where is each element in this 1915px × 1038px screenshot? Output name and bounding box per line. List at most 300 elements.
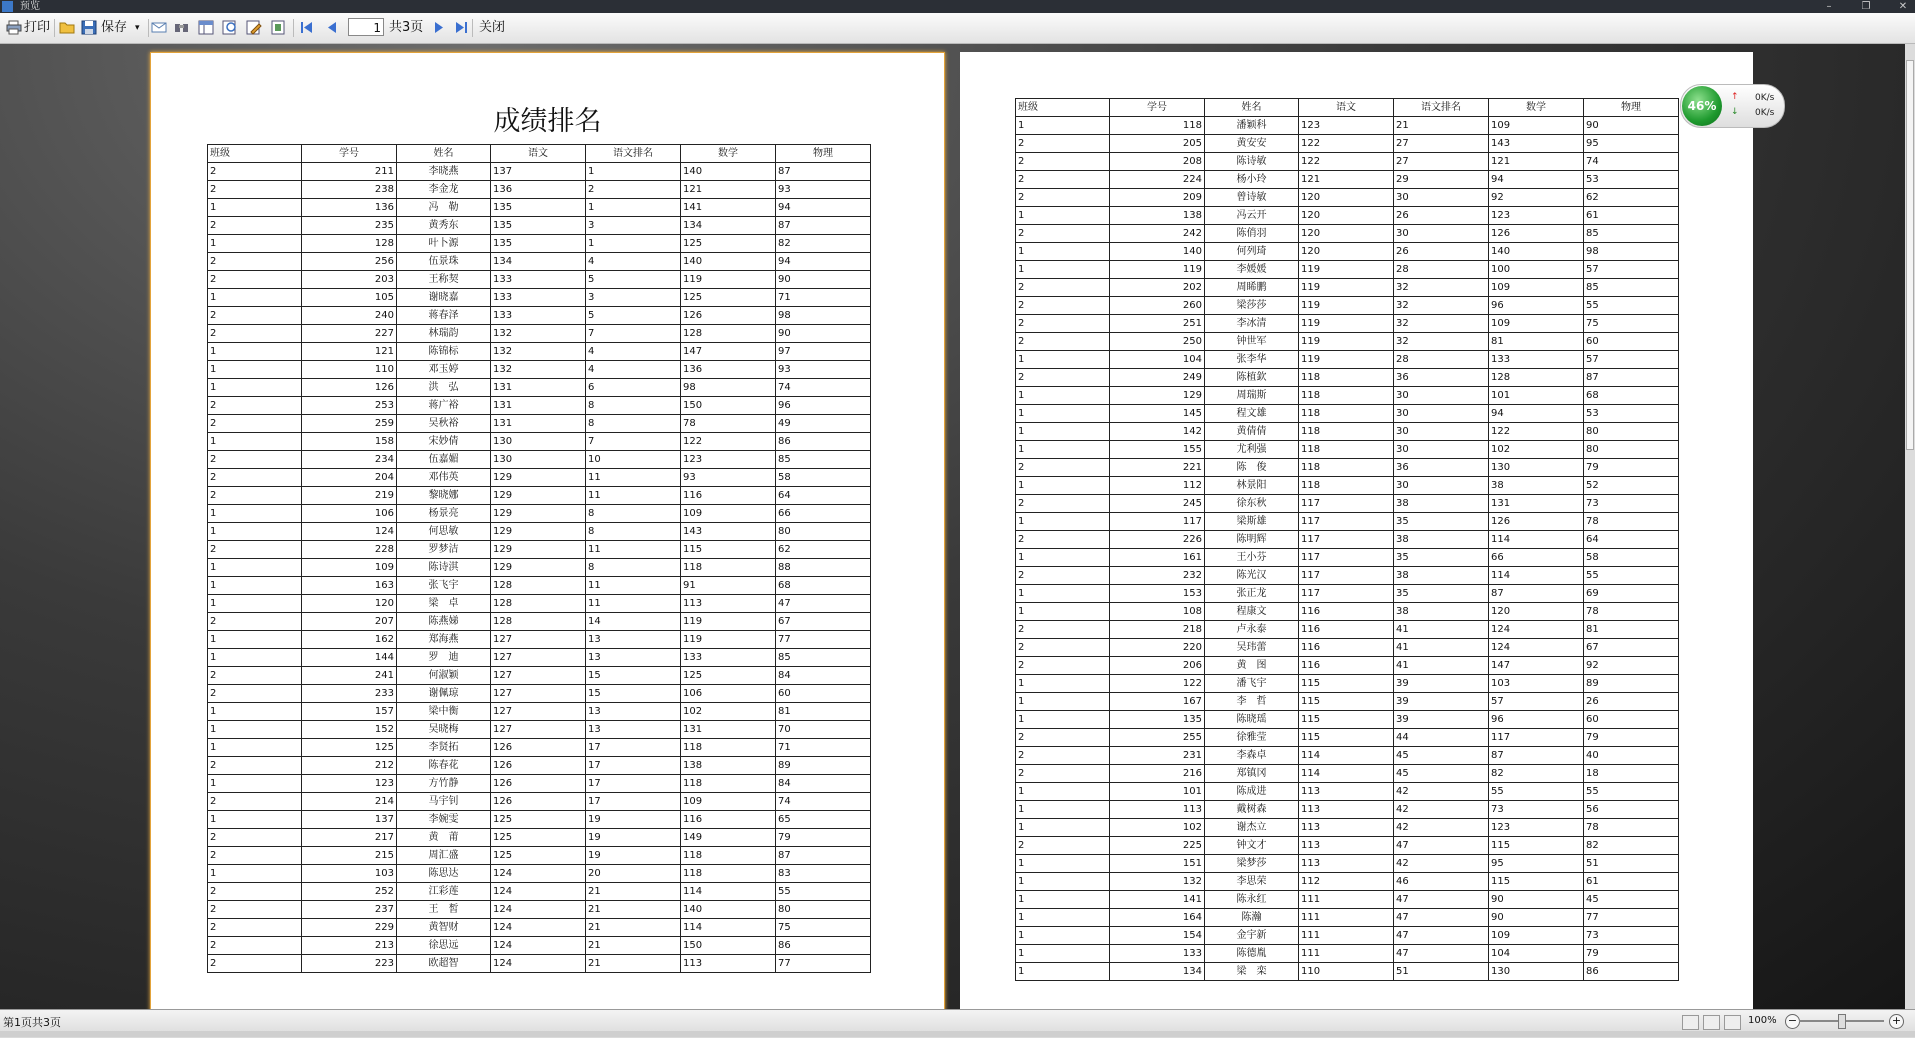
cell-chinese: 120 (1299, 189, 1394, 207)
cell-student-id: 118 (1110, 117, 1205, 135)
cell-name: 江彩莲 (397, 883, 491, 901)
find-icon[interactable] (174, 20, 189, 34)
minimize-button[interactable]: – (1826, 1, 1832, 12)
cell-name: 杨景亮 (397, 505, 491, 523)
export-icon[interactable] (270, 20, 285, 34)
cell-name: 郑海燕 (397, 631, 491, 649)
cell-chinese: 110 (1299, 963, 1394, 981)
cell-name: 何淑颖 (397, 667, 491, 685)
cell-student-id: 106 (302, 505, 397, 523)
cell-class: 2 (208, 613, 302, 631)
cell-student-id: 158 (302, 433, 397, 451)
cell-physics: 74 (1584, 153, 1679, 171)
cell-math: 115 (1489, 837, 1584, 855)
cell-chinese: 118 (1299, 459, 1394, 477)
table-row (1016, 477, 1679, 495)
report-title: 成绩排名 (493, 106, 602, 137)
cell-chinese: 130 (491, 451, 586, 469)
cell-student-id: 245 (1110, 495, 1205, 513)
cell-class: 2 (208, 883, 302, 901)
cell-physics: 45 (1584, 891, 1679, 909)
table-header-row (208, 145, 871, 163)
cell-chinese: 121 (1299, 171, 1394, 189)
cell-student-id: 103 (302, 865, 397, 883)
cell-physics: 56 (1584, 801, 1679, 819)
cell-math: 109 (681, 793, 776, 811)
cell-chinese-rank: 1 (586, 163, 681, 181)
save-button[interactable]: 保存 (101, 20, 128, 35)
cell-student-id: 242 (1110, 225, 1205, 243)
cell-class: 1 (1016, 909, 1110, 927)
cell-chinese-rank: 41 (1394, 657, 1489, 675)
cell-chinese: 126 (491, 775, 586, 793)
cell-math: 90 (1489, 891, 1584, 909)
cell-physics: 87 (776, 847, 871, 865)
report-page-1 (150, 52, 945, 1009)
cell-student-id: 223 (302, 955, 397, 973)
cell-chinese-rank: 39 (1394, 693, 1489, 711)
cell-physics: 65 (776, 811, 871, 829)
cell-chinese: 113 (1299, 801, 1394, 819)
cell-student-id: 206 (1110, 657, 1205, 675)
cell-class: 2 (1016, 729, 1110, 747)
cell-math: 66 (1489, 549, 1584, 567)
cell-physics: 87 (776, 217, 871, 235)
close-window-button[interactable]: ✕ (1898, 1, 1908, 12)
vertical-scrollbar-thumb[interactable] (1906, 60, 1914, 450)
cell-class: 2 (208, 919, 302, 937)
table-row (208, 379, 871, 397)
col-header-chinese-rank: 语文排名 (586, 145, 681, 163)
last-page-icon[interactable] (454, 21, 469, 35)
taskbar-strip (0, 1031, 1915, 1037)
cell-physics: 82 (776, 235, 871, 253)
zoom-in-icon[interactable]: + (1889, 1014, 1904, 1029)
multi-page-view-icon[interactable] (1724, 1015, 1741, 1030)
cell-chinese: 127 (491, 649, 586, 667)
toolbar (0, 13, 1915, 44)
cell-chinese-rank: 45 (1394, 747, 1489, 765)
cell-class: 2 (208, 181, 302, 199)
cell-student-id: 252 (302, 883, 397, 901)
cell-math: 106 (681, 685, 776, 703)
cell-chinese-rank: 8 (586, 523, 681, 541)
table-row (1016, 711, 1679, 729)
cell-chinese-rank: 32 (1394, 279, 1489, 297)
score-table-page-2 (1015, 98, 1679, 981)
cell-student-id: 259 (302, 415, 397, 433)
cell-student-id: 133 (1110, 945, 1205, 963)
cell-student-id: 260 (1110, 297, 1205, 315)
cell-student-id: 231 (1110, 747, 1205, 765)
cell-chinese: 128 (491, 595, 586, 613)
cell-chinese: 115 (1299, 729, 1394, 747)
cell-class: 2 (208, 397, 302, 415)
cell-student-id: 123 (302, 775, 397, 793)
cell-chinese-rank: 28 (1394, 351, 1489, 369)
zoom-level: 100% (1748, 1015, 1777, 1026)
single-page-view-icon[interactable] (1682, 1015, 1699, 1030)
table-row (1016, 927, 1679, 945)
table-row (208, 523, 871, 541)
cell-physics: 86 (776, 937, 871, 955)
open-folder-icon[interactable] (59, 20, 74, 34)
total-pages-label: 共3页 (389, 20, 424, 35)
cell-student-id: 203 (302, 271, 397, 289)
cell-student-id: 145 (1110, 405, 1205, 423)
cell-chinese: 129 (491, 541, 586, 559)
edit-page-icon[interactable] (246, 20, 261, 34)
table-row (208, 415, 871, 433)
cell-math: 94 (1489, 171, 1584, 189)
cell-math: 90 (1489, 909, 1584, 927)
cell-math: 143 (1489, 135, 1584, 153)
cell-student-id: 221 (1110, 459, 1205, 477)
first-page-icon[interactable] (300, 21, 315, 35)
cell-chinese-rank: 47 (1394, 927, 1489, 945)
cell-physics: 86 (1584, 963, 1679, 981)
cell-math: 116 (681, 811, 776, 829)
cell-chinese-rank: 38 (1394, 495, 1489, 513)
cell-chinese: 113 (1299, 855, 1394, 873)
maximize-button[interactable]: ❐ (1861, 1, 1871, 12)
toolbar-separator (472, 19, 473, 37)
cell-math: 100 (1489, 261, 1584, 279)
cell-name: 卢永泰 (1205, 621, 1299, 639)
cell-chinese-rank: 41 (1394, 639, 1489, 657)
cell-name: 陈瀚 (1205, 909, 1299, 927)
cell-chinese-rank: 42 (1394, 819, 1489, 837)
cell-student-id: 151 (1110, 855, 1205, 873)
col-header-name: 姓名 (397, 145, 491, 163)
cell-student-id: 163 (302, 577, 397, 595)
cell-math: 130 (1489, 459, 1584, 477)
cell-math: 136 (681, 361, 776, 379)
cell-class: 2 (1016, 531, 1110, 549)
table-row (208, 577, 871, 595)
cell-physics: 40 (1584, 747, 1679, 765)
cell-physics: 68 (776, 577, 871, 595)
table-row (1016, 945, 1679, 963)
cell-student-id: 105 (302, 289, 397, 307)
cell-math: 123 (1489, 819, 1584, 837)
cell-math: 114 (1489, 531, 1584, 549)
cell-student-id: 215 (302, 847, 397, 865)
cell-name: 周瑞斯 (1205, 387, 1299, 405)
cell-physics: 47 (776, 595, 871, 613)
cell-chinese: 127 (491, 667, 586, 685)
cell-physics: 66 (776, 505, 871, 523)
cell-class: 2 (1016, 459, 1110, 477)
cell-name: 林景阳 (1205, 477, 1299, 495)
cell-math: 125 (681, 289, 776, 307)
save-icon[interactable] (81, 20, 96, 34)
cell-math: 121 (1489, 153, 1584, 171)
print-button[interactable]: 打印 (24, 20, 51, 35)
cell-physics: 98 (1584, 243, 1679, 261)
cell-name: 程文雄 (1205, 405, 1299, 423)
cell-chinese-rank: 27 (1394, 153, 1489, 171)
cell-chinese-rank: 13 (586, 631, 681, 649)
cell-name: 梁 栾 (1205, 963, 1299, 981)
cell-math: 126 (1489, 225, 1584, 243)
cell-math: 123 (1489, 207, 1584, 225)
cell-physics: 64 (1584, 531, 1679, 549)
col-header-physics: 物理 (776, 145, 871, 163)
cell-chinese-rank: 13 (586, 703, 681, 721)
cell-math: 93 (681, 469, 776, 487)
cell-physics: 74 (776, 793, 871, 811)
cell-name: 李媛媛 (1205, 261, 1299, 279)
cell-chinese-rank: 38 (1394, 603, 1489, 621)
cell-chinese: 115 (1299, 711, 1394, 729)
cell-math: 91 (681, 577, 776, 595)
table-row (208, 685, 871, 703)
network-usage-percent: 46% (1682, 86, 1722, 126)
col-header-student-id: 学号 (302, 145, 397, 163)
cell-chinese-rank: 7 (586, 325, 681, 343)
zoom-slider-thumb[interactable] (1838, 1014, 1846, 1029)
cell-chinese: 132 (491, 325, 586, 343)
table-row (208, 397, 871, 415)
cell-math: 140 (681, 901, 776, 919)
two-page-view-icon[interactable] (1703, 1015, 1720, 1030)
cell-class: 1 (208, 775, 302, 793)
cell-name: 叶卜源 (397, 235, 491, 253)
cell-physics: 87 (1584, 369, 1679, 387)
cell-physics: 60 (1584, 333, 1679, 351)
cell-physics: 90 (1584, 117, 1679, 135)
cell-math: 113 (681, 595, 776, 613)
cell-physics: 68 (1584, 387, 1679, 405)
printer-icon[interactable] (6, 20, 21, 34)
cell-class: 1 (1016, 855, 1110, 873)
cell-student-id: 202 (1110, 279, 1205, 297)
cell-chinese: 125 (491, 847, 586, 865)
cell-physics: 89 (776, 757, 871, 775)
cell-chinese-rank: 15 (586, 667, 681, 685)
cell-name: 吴玮蕾 (1205, 639, 1299, 657)
previous-page-icon[interactable] (325, 21, 340, 35)
cell-physics: 55 (776, 883, 871, 901)
cell-math: 94 (1489, 405, 1584, 423)
col-header-chinese: 语文 (491, 145, 586, 163)
cell-student-id: 214 (302, 793, 397, 811)
cell-math: 57 (1489, 693, 1584, 711)
cell-physics: 60 (1584, 711, 1679, 729)
cell-student-id: 205 (1110, 135, 1205, 153)
cell-student-id: 256 (302, 253, 397, 271)
table-row (1016, 171, 1679, 189)
cell-physics: 93 (776, 361, 871, 379)
cell-class: 1 (1016, 711, 1110, 729)
table-row (1016, 837, 1679, 855)
table-row (1016, 207, 1679, 225)
cell-class: 1 (208, 523, 302, 541)
cell-student-id: 204 (302, 469, 397, 487)
cell-class: 1 (1016, 585, 1110, 603)
cell-name: 罗 迪 (397, 649, 491, 667)
cell-physics: 55 (1584, 783, 1679, 801)
page-number-input[interactable]: 1 (348, 18, 384, 36)
table-row (1016, 279, 1679, 297)
table-row (1016, 153, 1679, 171)
cell-student-id: 129 (1110, 387, 1205, 405)
cell-chinese-rank: 38 (1394, 531, 1489, 549)
cell-student-id: 132 (1110, 873, 1205, 891)
cell-name: 钟世军 (1205, 333, 1299, 351)
close-preview-button[interactable]: 关闭 (479, 20, 506, 35)
table-row (208, 667, 871, 685)
cell-class: 1 (208, 595, 302, 613)
cell-chinese: 116 (1299, 657, 1394, 675)
cell-math: 119 (681, 613, 776, 631)
table-row (1016, 513, 1679, 531)
table-row (1016, 549, 1679, 567)
zoom-icon[interactable] (222, 20, 237, 34)
cell-physics: 96 (776, 397, 871, 415)
cell-physics: 94 (776, 199, 871, 217)
cell-physics: 85 (776, 451, 871, 469)
cell-chinese: 132 (491, 343, 586, 361)
cell-chinese: 119 (1299, 261, 1394, 279)
cell-chinese-rank: 32 (1394, 333, 1489, 351)
cell-name: 谢晓嘉 (397, 289, 491, 307)
cell-class: 1 (208, 235, 302, 253)
cell-chinese: 111 (1299, 909, 1394, 927)
cell-chinese-rank: 4 (586, 343, 681, 361)
cell-math: 143 (681, 523, 776, 541)
cell-physics: 78 (1584, 513, 1679, 531)
cell-math: 95 (1489, 855, 1584, 873)
page-setup-icon[interactable] (198, 20, 213, 34)
table-row (1016, 495, 1679, 513)
cell-name: 何列琦 (1205, 243, 1299, 261)
table-row (208, 487, 871, 505)
cell-physics: 85 (776, 649, 871, 667)
cell-student-id: 109 (302, 559, 397, 577)
cell-name: 陈思达 (397, 865, 491, 883)
cell-student-id: 136 (302, 199, 397, 217)
cell-physics: 94 (776, 253, 871, 271)
cell-chinese: 113 (1299, 837, 1394, 855)
cell-physics: 57 (1584, 261, 1679, 279)
cell-student-id: 141 (1110, 891, 1205, 909)
cell-math: 131 (681, 721, 776, 739)
cell-chinese: 131 (491, 397, 586, 415)
table-row (1016, 459, 1679, 477)
cell-name: 程康文 (1205, 603, 1299, 621)
cell-class: 2 (208, 793, 302, 811)
cell-chinese: 124 (491, 937, 586, 955)
table-row (208, 469, 871, 487)
cell-physics: 75 (1584, 315, 1679, 333)
cell-student-id: 217 (302, 829, 397, 847)
cell-chinese-rank: 8 (586, 559, 681, 577)
cell-chinese: 111 (1299, 927, 1394, 945)
cell-physics: 18 (1584, 765, 1679, 783)
next-page-icon[interactable] (432, 21, 447, 35)
cell-physics: 90 (776, 271, 871, 289)
cell-chinese: 117 (1299, 549, 1394, 567)
cell-student-id: 161 (1110, 549, 1205, 567)
cell-student-id: 212 (302, 757, 397, 775)
cell-chinese-rank: 41 (1394, 621, 1489, 639)
cell-student-id: 235 (302, 217, 397, 235)
table-row (1016, 603, 1679, 621)
cell-student-id: 229 (302, 919, 397, 937)
cell-name: 伍景珠 (397, 253, 491, 271)
table-row (1016, 243, 1679, 261)
cell-class: 1 (208, 865, 302, 883)
cell-name: 徐雅莹 (1205, 729, 1299, 747)
cell-class: 1 (208, 505, 302, 523)
cell-physics: 71 (776, 289, 871, 307)
cell-physics: 92 (1584, 657, 1679, 675)
cell-physics: 89 (1584, 675, 1679, 693)
cell-student-id: 128 (302, 235, 397, 253)
cell-chinese-rank: 5 (586, 307, 681, 325)
cell-math: 134 (681, 217, 776, 235)
table-row (208, 703, 871, 721)
cell-class: 2 (208, 757, 302, 775)
save-dropdown-chevron-icon[interactable]: ▾ (135, 23, 140, 33)
cell-class: 1 (1016, 441, 1110, 459)
cell-chinese-rank: 21 (586, 919, 681, 937)
download-arrow-icon: ↓ (1731, 107, 1739, 117)
cell-chinese-rank: 35 (1394, 549, 1489, 567)
cell-physics: 75 (776, 919, 871, 937)
cell-chinese-rank: 17 (586, 775, 681, 793)
cell-chinese-rank: 47 (1394, 945, 1489, 963)
cell-math: 130 (1489, 963, 1584, 981)
cell-chinese: 124 (491, 865, 586, 883)
cell-name: 陈植欽 (1205, 369, 1299, 387)
cell-name: 郑镇冈 (1205, 765, 1299, 783)
email-icon[interactable] (151, 20, 166, 34)
table-row (1016, 963, 1679, 981)
cell-chinese: 135 (491, 199, 586, 217)
cell-class: 1 (208, 739, 302, 757)
cell-chinese: 115 (1299, 675, 1394, 693)
cell-class: 1 (1016, 801, 1110, 819)
table-row (1016, 585, 1679, 603)
cell-math: 122 (681, 433, 776, 451)
cell-chinese: 118 (1299, 387, 1394, 405)
cell-math: 122 (1489, 423, 1584, 441)
col-header-math: 数学 (1489, 99, 1584, 117)
cell-name: 李晓燕 (397, 163, 491, 181)
cell-physics: 61 (1584, 207, 1679, 225)
cell-student-id: 122 (1110, 675, 1205, 693)
cell-math: 116 (681, 487, 776, 505)
cell-math: 140 (681, 253, 776, 271)
cell-class: 1 (1016, 405, 1110, 423)
cell-math: 121 (681, 181, 776, 199)
zoom-out-icon[interactable]: − (1785, 1014, 1800, 1029)
table-row (208, 181, 871, 199)
cell-physics: 84 (776, 667, 871, 685)
cell-chinese-rank: 29 (1394, 171, 1489, 189)
cell-chinese-rank: 26 (1394, 207, 1489, 225)
cell-physics: 97 (776, 343, 871, 361)
table-row (208, 451, 871, 469)
cell-physics: 26 (1584, 693, 1679, 711)
network-monitor-widget[interactable] (1680, 84, 1785, 128)
cell-name: 蒋春泽 (397, 307, 491, 325)
cell-class: 1 (1016, 513, 1110, 531)
cell-student-id: 237 (302, 901, 397, 919)
